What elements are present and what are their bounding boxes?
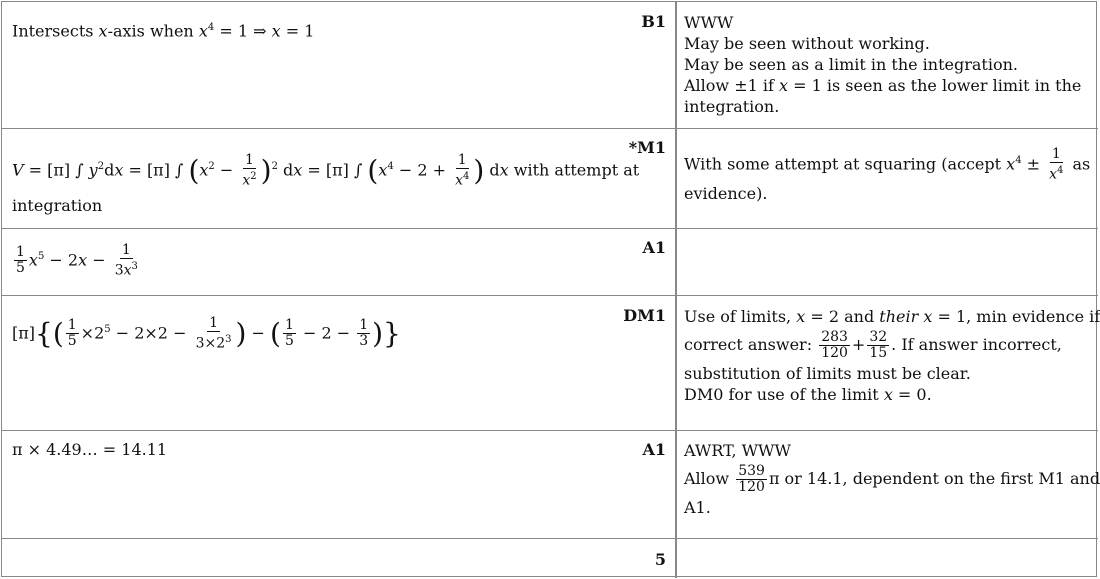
guidance-line: AWRT, WWW (684, 441, 791, 460)
guidance-row5 (684, 440, 1100, 518)
column-divider-mark-double (676, 1, 677, 578)
mark-row3: A1 (642, 238, 666, 257)
guidance-line: correct answer: $\frac{283}{120}$ + $\frac{32}{15}$ . If answer incorrect, (684, 329, 1062, 361)
guidance-line: DM0 for use of the limit x = 0. (684, 385, 932, 404)
guidance-row4 (684, 306, 1100, 405)
working-row1: Intersects x-axis when $x^4 = 1$ ⇒ x = 1 (12, 21, 315, 41)
total-marks: 5 (654, 550, 666, 569)
guidance-line: evidence). (684, 183, 768, 203)
guidance-row1 (684, 12, 1081, 117)
guidance-row2 (684, 146, 1090, 205)
guidance-line: A1. (684, 498, 711, 517)
working-row4: [π]{( $\frac{1}{5}$ $\times 2^5 - 2\times 2$ − $\frac{1}{3\times 2^3}$ ) − ( $\frac{1}{5}$ − 2 − $\frac{1}{3}$ )} (12, 315, 401, 352)
guidance-line: May be seen as a limit in the integration. (684, 55, 1018, 74)
mark-row5: A1 (642, 440, 666, 459)
mark-row1: B1 (641, 12, 666, 31)
guidance-line: WWW (684, 13, 734, 32)
row-divider (1, 430, 1098, 431)
working-row2-line2: integration (12, 196, 103, 215)
row-divider (1, 295, 1098, 296)
mark-row2: *M1 (628, 138, 666, 157)
guidance-line: May be seen without working. (684, 34, 930, 53)
mark-row4: DM1 (623, 306, 666, 325)
guidance-line: Allow ±1 if x = 1 is seen as the lower limit in the (684, 76, 1082, 95)
row-divider (1, 538, 1098, 539)
working-row5: π × 4.49… = 14.11 (12, 440, 168, 459)
working-row2-line1: V = [π] ∫ $y^2dx = [\pi]$ ∫ ($x^2$ − $\frac{1}{x^2}$ )$^2$ dx = [π] ∫ ($x^4 - 2$ + $\frac{1}{x^4}$ ) dx with attempt at (12, 152, 640, 189)
guidance-line: With some attempt at squaring (accept $x^4$ ± $\frac{1}{x^4}$ as (684, 146, 1091, 183)
guidance-line: Allow $\frac{539}{120}$ π or 14.1, dependent on the first M1 and (684, 463, 1100, 495)
working-row3: $\frac{1}{5}$ $x^5 - 2x$ − $\frac{1}{3x^3}$ (16, 242, 138, 279)
guidance-line: integration. (684, 97, 780, 116)
guidance-line: Use of limits, x = 2 and their x = 1, min evidence if (684, 307, 1100, 326)
row-divider (1, 228, 1098, 229)
guidance-line: substitution of limits must be clear. (684, 364, 971, 383)
row-divider (1, 128, 1098, 129)
